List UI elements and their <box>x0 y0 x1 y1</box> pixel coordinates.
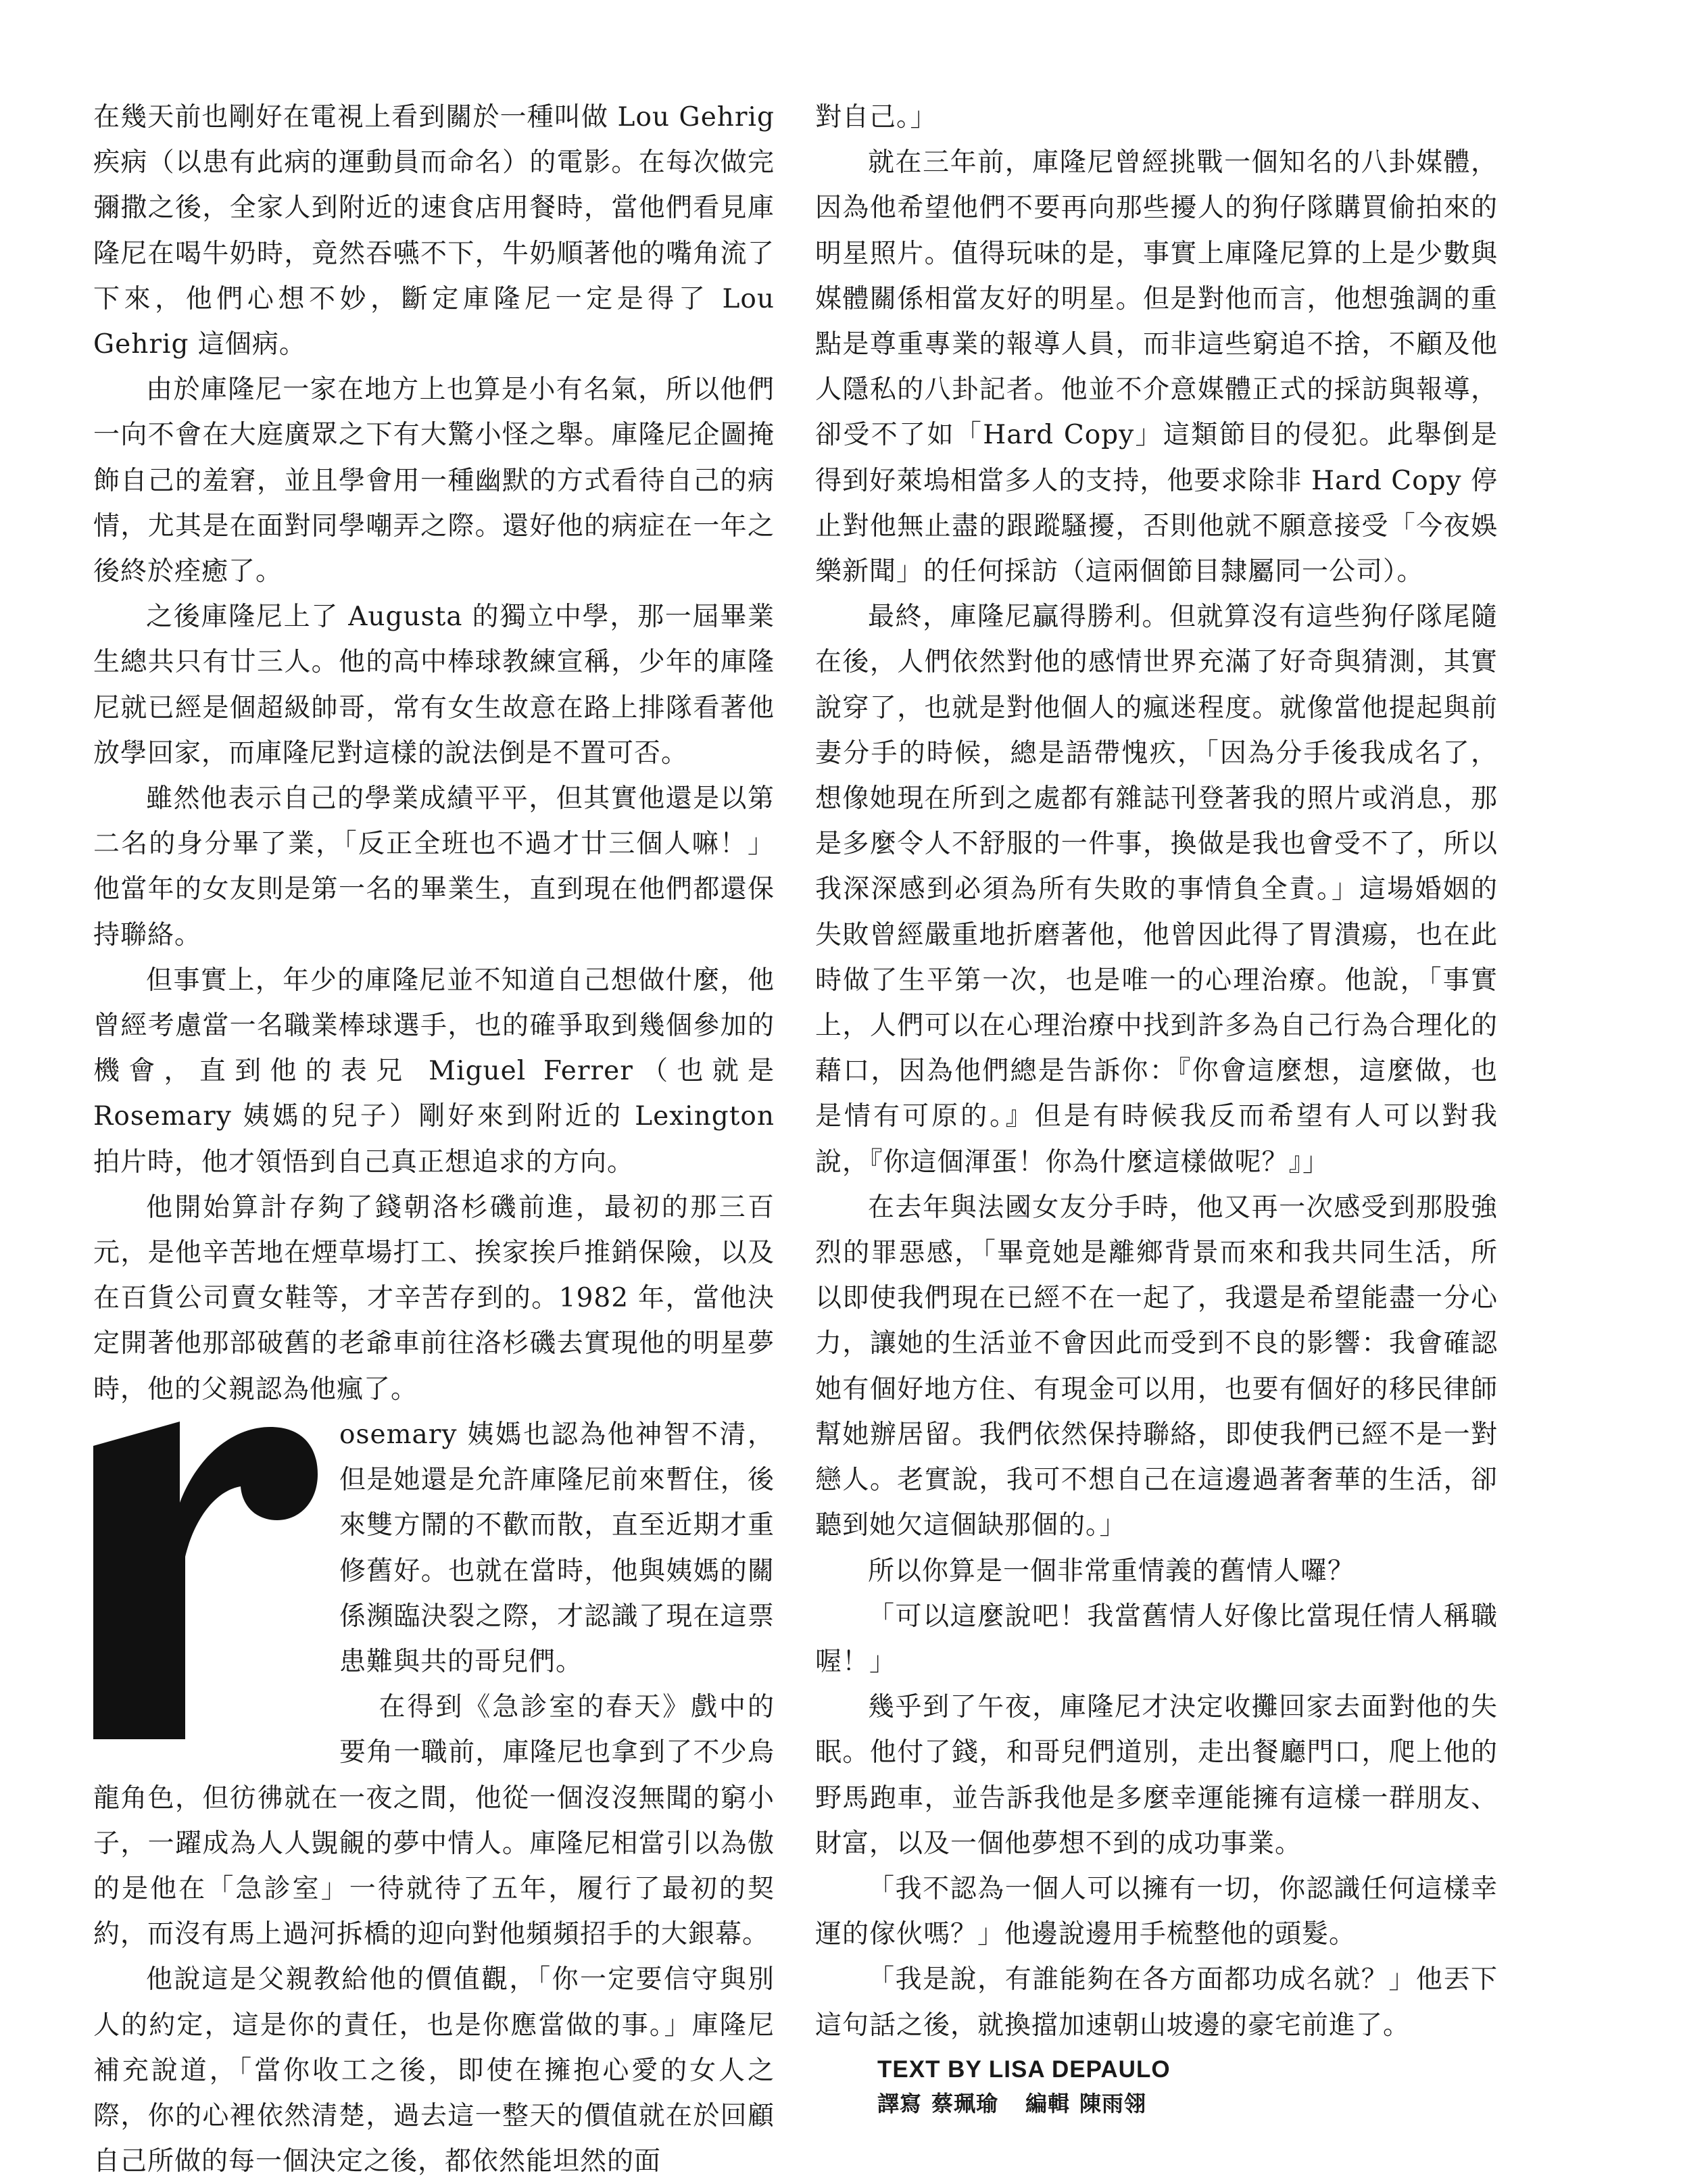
paragraph: 在得到《急診室的春天》戲中的要角一職前，庫隆尼也拿到了不少烏龍角色，但彷彿就在一夜之間，他從一個沒沒無聞的窮小子，一躍成為人人覬覦的夢中情人。庫隆尼相當引以為傲的是他在「急診室」一待就待了五年，履行了最初的契約，而沒有馬上過河拆橋的迎向對他頻頻招手的大銀幕。 <box>93 1692 775 1950</box>
translator-label: 譯寫 <box>877 2091 923 2116</box>
paragraph: 但事實上，年少的庫隆尼並不知道自己想做什麼，他曾經考慮當一名職業棒球選手，也的確爭取到幾個參加的機會，直到他的表兄 Miguel Ferrer（也就是 Rosemary 姨媽的兒子）剛好來到附近的 Lexington 拍片時，他才領悟到自己真正想追求的方向。 <box>93 965 775 1178</box>
paragraph: 「我不認為一個人可以擁有一切，你認識任何這樣幸運的傢伙嗎？」他邊說邊用手梳整他的頭髮。 <box>815 1873 1498 1950</box>
left-column <box>93 95 775 2184</box>
editor-label: 編輯 <box>1025 2091 1071 2116</box>
paragraph: osemary 姨媽也認為他神智不清，但是她還是允許庫隆尼前來暫住，後來雙方鬧的不歡而散，直至近期才重修舊好。也就在當時，他與姨媽的關係瀕臨決裂之際，才認識了現在這票患難與共的哥兒們。 <box>339 1419 775 1677</box>
paragraph: 最終，庫隆尼贏得勝利。但就算沒有這些狗仔隊尾隨在後，人們依然對他的感情世界充滿了好奇與猜測，其實說穿了，也就是對他個人的瘋迷程度。就像當他提起與前妻分手的時候，總是語帶愧疚，「因為分手後我成名了，想像她現在所到之處都有雜誌刊登著我的照片或消息，那是多麼令人不舒服的一件事，換做是我也會受不了，所以我深深感到必須為所有失敗的事情負全責。」這場婚姻的失敗曾經嚴重地折磨著他，他曾因此得了胃潰瘍，也在此時做了生平第一次，也是唯一的心理治療。他說，「事實上，人們可以在心理治療中找到許多為自己行為合理化的藉口，因為他們總是告訴你：『你會這麼想，這麼做，也是情有可原的。』但是有時候我反而希望有人可以對我說，『你這個渾蛋！你為什麼這樣做呢？』」 <box>815 602 1498 1178</box>
paragraph: 幾乎到了午夜，庫隆尼才決定收攤回家去面對他的失眠。他付了錢，和哥兒們道別，走出餐廳門口，爬上他的野馬跑車，並告訴我他是多麼幸運能擁有這樣一群朋友、財富，以及一個他夢想不到的成功事業。 <box>815 1692 1498 1859</box>
byline: TEXT BY LISA DEPAULO <box>877 2056 1171 2083</box>
paragraph: 所以你算是一個非常重情義的舊情人囉？ <box>868 1555 1355 1586</box>
paragraph: 就在三年前，庫隆尼曾經挑戰一個知名的八卦媒體，因為他希望他們不要再向那些擾人的狗仔隊購買偷拍來的明星照片。值得玩味的是，事實上庫隆尼算的上是少數與媒體關係相當友好的明星。但是對他而言，他想強調的重點是尊重專業的報導人員，而非這些窮追不捨，不顧及他人隱私的八卦記者。他並不介意媒體正式的採訪與報導，卻受不了如「Hard Copy」這類節目的侵犯。此舉倒是得到好萊塢相當多人的支持，他要求除非 Hard Copy 停止對他無止盡的跟蹤騷擾，否則他就不願意接受「今夜娛樂新聞」的任何採訪（這兩個節目隸屬同一公司）。 <box>815 147 1498 587</box>
paragraph: 在幾天前也剛好在電視上看到關於一種叫做 Lou Gehrig 疾病（以患有此病的運動員而命名）的電影。在每次做完彌撒之後，全家人到附近的速食店用餐時，當他們看見庫隆尼在喝牛奶時，竟然吞嚥不下，牛奶順著他的嘴角流了下來，他們心想不妙，斷定庫隆尼一定是得了 Lou Gehrig 這個病。 <box>93 102 775 360</box>
paragraph: 對自己。」 <box>815 102 937 132</box>
paragraph: 「我是說，有誰能夠在各方面都功成名就？」他丟下這句話之後，就換擋加速朝山坡邊的豪宅前進了。 <box>815 1964 1498 2041</box>
paragraph: 「可以這麼說吧！我當舊情人好像比當現任情人稱職喔！」 <box>815 1601 1498 1677</box>
paragraph: 由於庫隆尼一家在地方上也算是小有名氣，所以他們一向不會在大庭廣眾之下有大驚小怪之舉。庫隆尼企圖掩飾自己的羞窘，並且學會用一種幽默的方式看待自己的病情，尤其是在面對同學嘲弄之際。還好他的病症在一年之後終於痊癒了。 <box>93 374 775 587</box>
dropcap-section <box>93 1412 775 1957</box>
editor-name: 陳雨翎 <box>1079 2091 1147 2116</box>
paragraph: 在去年與法國女友分手時，他又再一次感受到那股強烈的罪惡感，「畢竟她是離鄉背景而來和我共同生活，所以即使我們現在已經不在一起了，我還是希望能盡一分心力，讓她的生活並不會因此而受到不良的影響：我會確認她有個好地方住、有現金可以用，也要有個好的移民律師幫她辦居留。我們依然保持聯絡，即使我們已經不是一對戀人。老實說，我可不想自己在這邊過著奢華的生活，卻聽到她欠這個缺那個的。」 <box>815 1192 1498 1541</box>
paragraph: 他開始算計存夠了錢朝洛杉磯前進，最初的那三百元，是他辛苦地在煙草場打工、挨家挨戶推銷保險，以及在百貨公司賣女鞋等，才辛苦存到的。1982 年，當他決定開著他那部破舊的老爺車前往洛杉磯去實現他的明星夢時，他的父親認為他瘋了。 <box>93 1192 775 1405</box>
dropcap-letter <box>93 1422 323 1739</box>
article-credits <box>815 2052 1498 2120</box>
staff-credits <box>815 2087 1498 2120</box>
translator-name: 蔡珮瑜 <box>931 2091 999 2116</box>
right-column <box>815 95 1498 2120</box>
paragraph: 雖然他表示自己的學業成績平平，但其實他還是以第二名的身分畢了業，「反正全班也不過才廿三個人嘛！」他當年的女友則是第一名的畢業生，直到現在他們都還保持聯絡。 <box>93 783 775 950</box>
paragraph: 之後庫隆尼上了 Augusta 的獨立中學，那一屆畢業生總共只有廿三人。他的高中棒球教練宣稱，少年的庫隆尼就已經是個超級帥哥，常有女生故意在路上排隊看著他放學回家，而庫隆尼對這樣的說法倒是不置可否。 <box>93 602 775 769</box>
paragraph: 他說這是父親教給他的價值觀，「你一定要信守與別人的約定，這是你的責任，也是你應當做的事。」庫隆尼補充說道，「當你收工之後，即使在擁抱心愛的女人之際，你的心裡依然清楚，過去這一整天的價值就在於回顧自己所做的每一個決定之後，都依然能坦然的面 <box>93 1964 775 2177</box>
